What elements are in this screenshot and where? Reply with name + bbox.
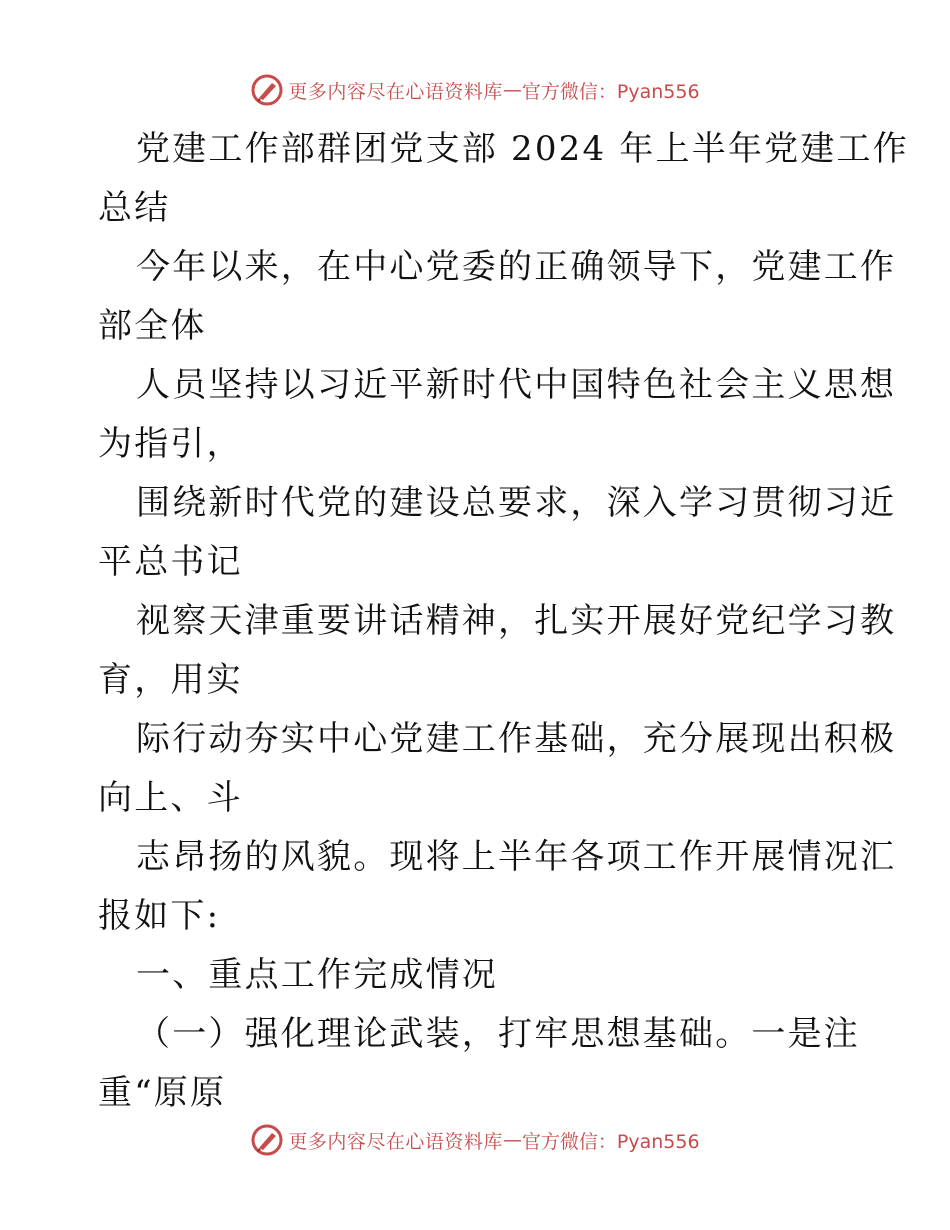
doc-line: 向上、斗 — [98, 778, 243, 818]
doc-line: 今年以来，在中心党委的正确领导下，党建工作 — [136, 247, 897, 287]
doc-title-line-1: 党建工作部群团党支部 2024 年上半年党建工作 — [136, 129, 909, 169]
watermark-contact-text: 官方微信：Pyan556 — [521, 1130, 700, 1153]
doc-line: 报如下: — [98, 896, 221, 936]
watermark-contact-text: 官方微信：Pyan556 — [521, 80, 700, 103]
header-watermark — [0, 70, 950, 110]
doc-line: 围绕新时代党的建设总要求，深入学习贯彻习近 — [136, 483, 897, 523]
doc-line: 人员坚持以习近平新时代中国特色社会主义思想 — [136, 365, 897, 405]
doc-line: 部全体 — [98, 306, 207, 346]
watermark-separator: — — [502, 1129, 522, 1151]
doc-line: 育，用实 — [98, 660, 243, 700]
pen-logo-icon — [250, 73, 284, 107]
doc-line: 际行动夯实中心党建工作基础，充分展现出积极 — [136, 719, 897, 759]
doc-line: 平总书记 — [98, 542, 243, 582]
doc-line: 志昂扬的风貌。现将上半年各项工作开展情况汇 — [136, 837, 897, 877]
doc-line: 为指引， — [98, 424, 243, 464]
subsection-line: （一）强化理论武装，打牢思想基础。一是注 — [136, 1014, 860, 1054]
doc-title-line-2: 总结 — [98, 188, 171, 228]
pen-logo-icon — [250, 1123, 284, 1157]
footer-watermark — [0, 1120, 950, 1160]
section-heading: 一、重点工作完成情况 — [136, 955, 498, 995]
watermark-main-text: 更多内容尽在心语资料库 — [288, 1130, 503, 1153]
doc-line: 视察天津重要讲话精神，扎实开展好党纪学习教 — [136, 601, 897, 641]
watermark-main-text: 更多内容尽在心语资料库 — [288, 80, 503, 103]
document-body — [98, 120, 909, 1123]
doc-line: 重“原原 — [98, 1073, 227, 1113]
watermark-separator: — — [502, 79, 522, 101]
